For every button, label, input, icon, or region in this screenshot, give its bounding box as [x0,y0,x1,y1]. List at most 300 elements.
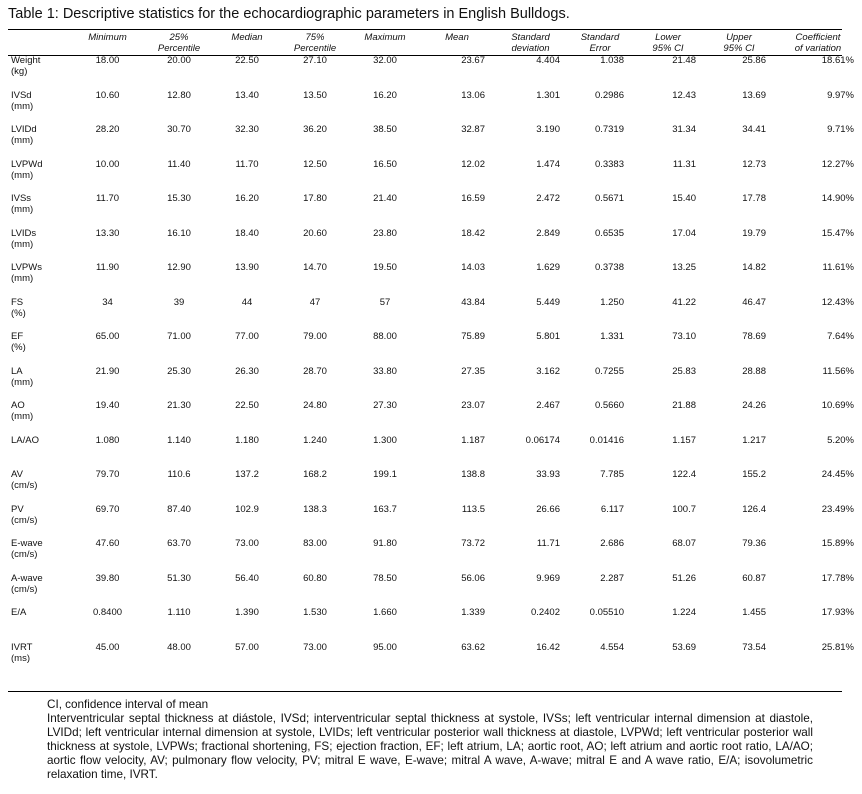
table-cell: 34 [102,296,113,308]
table-cell: 43.84 [461,296,485,308]
table-cell: 1.187 [461,434,485,446]
table-cell: 73.00 [235,538,259,549]
column-header-line1: Median [231,32,263,43]
table-cell: 51.30 [167,572,191,584]
table-cell: 78.50 [373,572,397,584]
parameter-unit: (kg) [11,66,28,77]
table-cell: 24.45% [821,469,854,480]
table-cell: 75.89 [461,331,485,342]
table-cell: 0.2402 [530,607,560,618]
table-cell: 163.7 [373,503,397,515]
column-header [774,30,862,55]
table-cell: 60.87 [742,572,766,584]
row-label [8,124,70,159]
table-cell: 12.73 [742,158,766,170]
table-cell: 63.62 [461,641,485,653]
table-cell: 21.40 [373,193,397,204]
parameter-unit: (cm/s) [11,514,38,526]
table-cell: 6.117 [600,503,624,515]
table-cell: 12.27% [821,158,854,170]
table-cell: 26.30 [235,365,259,377]
table-cell: 0.5671 [594,193,624,204]
table-cell: 24.26 [742,400,766,411]
row-label [8,262,70,297]
parameter-unit: (cm/s) [11,549,38,560]
table-cell: 27.30 [373,400,397,411]
row-label [8,400,70,435]
row-label [8,435,70,470]
table-cell: 0.6535 [594,227,624,239]
table-cell: 25.81% [821,641,854,653]
parameter-unit: (ms) [11,652,30,664]
table-cell: 17.93% [821,607,854,618]
table-cell: 138.8 [461,469,485,480]
column-header-line2: Error [589,43,611,54]
table-cell: 27.10 [303,55,327,66]
table-cell: 25.86 [742,55,766,66]
table-cell: 18.61% [821,55,854,66]
table-cell: 13.50 [303,89,327,101]
table-cell: 63.70 [167,538,191,549]
parameter-name: Weight [11,55,41,66]
table-row [8,400,862,435]
table-cell: 2.467 [536,400,560,411]
table-cell: 91.80 [373,538,397,549]
table-cell: 31.34 [672,124,696,135]
table-cell: 16.59 [461,193,485,204]
parameter-name: LVPWd [11,158,43,170]
table-cell: 25.30 [167,365,191,377]
table-cell: 0.5660 [594,400,624,411]
table-cell: 32.00 [373,55,397,66]
table-cell: 73.10 [672,331,696,342]
table-cell: 20.60 [303,227,327,239]
table-row [8,538,862,573]
table-cell: 12.50 [303,158,327,170]
table-cell: 1.240 [303,434,327,446]
parameter-name: E/A [11,607,27,618]
parameter-name: LA [11,365,23,377]
table-row [8,642,862,677]
table-cell: 11.31 [672,158,696,170]
table-row [8,504,862,539]
column-header [281,30,349,55]
table-cell: 48.00 [167,641,191,653]
table-cell: 1.080 [95,434,120,446]
table-cell: 0.3383 [594,158,624,170]
table-cell: 122.4 [672,469,696,480]
table-cell: 0.7319 [594,124,624,135]
table-cell: 34.41 [742,124,766,135]
parameter-unit: (mm) [11,238,34,250]
column-header-line1: Standard [580,32,620,43]
column-header-line1: Minimum [88,32,127,43]
table-cell: 7.64% [827,331,854,342]
table-cell: 21.30 [167,400,191,411]
parameter-name: LA/AO [11,434,39,446]
table-cell: 1.530 [303,607,327,618]
parameter-name: IVSs [11,193,32,204]
table-cell: 9.97% [827,89,854,101]
column-header-line2: Percentile [157,43,201,54]
column-header-line1: 25% [169,32,189,43]
table-cell: 11.71 [536,538,560,549]
table-cell: 21.88 [672,400,696,411]
table-row [8,573,862,608]
table-cell: 71.00 [167,331,191,342]
table-cell: 14.70 [303,262,327,273]
table-cell: 13.30 [95,227,120,239]
table-body [8,55,862,676]
parameter-name: LVIDs [11,227,37,239]
parameter-name: PV [11,503,24,515]
table-cell: 21.48 [672,55,696,66]
table-cell: 137.2 [235,469,259,480]
table-cell: 30.70 [167,124,191,135]
table-cell: 13.06 [461,89,485,101]
table-cell: 65.00 [95,331,120,342]
table-cell: 9.71% [827,124,854,135]
parameter-unit: (cm/s) [11,583,38,595]
column-header-line1: Maximum [364,32,406,43]
table-cell: 19.50 [373,262,397,273]
row-label [8,331,70,366]
table-cell: 14.90% [821,193,854,204]
table-cell: 0.8400 [92,607,123,618]
table-cell: 79.00 [303,331,327,342]
table-cell: 168.2 [303,469,327,480]
table-cell: 102.9 [235,503,259,515]
parameter-unit: (mm) [11,411,34,422]
table-row [8,607,862,642]
table-cell: 16.20 [235,193,259,204]
table-cell: 11.90 [95,262,120,273]
table-cell: 100.7 [672,503,696,515]
table-cell: 15.47% [821,227,854,239]
table-cell: 28.70 [303,365,327,377]
table-row [8,124,862,159]
table-cell: 33.93 [536,469,560,480]
table-cell: 12.02 [461,158,485,170]
table-cell: 17.04 [672,227,696,239]
table-cell: 79.70 [95,469,120,480]
table-cell: 1.390 [235,607,259,618]
row-label [8,55,70,90]
table-cell: 26.66 [536,503,560,515]
table-cell: 15.40 [672,193,696,204]
table-cell: 11.40 [167,158,191,170]
table-row [8,435,862,470]
table-cell: 56.40 [235,572,259,584]
column-header-line1: Lower [655,32,681,43]
row-label [8,607,70,642]
table-cell: 13.90 [235,262,259,273]
table-cell: 16.10 [167,227,191,239]
table-cell: 113.5 [461,503,485,515]
table-cell: 38.50 [373,124,397,135]
table-row [8,262,862,297]
table-cell: 1.180 [235,434,259,446]
table-cell: 17.78 [742,193,766,204]
column-header [568,30,632,55]
column-header-line1: 75% [305,32,325,43]
column-header-line2: 95% CI [652,43,684,54]
table-cell: 12.90 [167,262,191,273]
table-cell: 57.00 [235,641,259,653]
column-header-line2: of variation [794,43,842,54]
parameter-unit: (mm) [11,169,34,181]
table-cell: 18.40 [235,227,259,239]
row-label [8,159,70,194]
table-cell: 44 [241,296,253,308]
table-cell: 32.30 [235,124,259,135]
table-cell: 57 [379,296,391,308]
table-cell: 95.00 [373,641,397,653]
row-label [8,504,70,539]
parameter-name: AO [11,400,25,411]
table-cell: 11.70 [95,193,120,204]
table-cell: 73.72 [461,538,485,549]
table-cell: 1.331 [600,331,624,342]
table-cell: 20.00 [167,55,191,66]
table-cell: 47.60 [95,538,120,549]
table-cell: 1.157 [672,434,696,446]
table-cell: 1.250 [600,296,624,308]
column-header [493,30,568,55]
table-cell: 10.69% [821,400,854,411]
footnote-abbreviations: Interventricular septal thickness at diástole, IVSd; interventricular septal thickness at systole, IVSs; left ventricular internal dimension at diastole, LVIDd; left ventricular internal dimension at systole, LVIDs; left ventricular posterior wall thickness at diastole, LVPWd; left ventricular posterior wall thickness at systole, LVPWs; fractional shortening, FS; ejection fraction, EF; left atrium, LA; aortic root, AO; left atrium and aortic root ratio, LA/AO; aortic flow velocity, AV; pulmonary flow velocity, PV; mitral E wave, E-wave; mitral A wave, A-wave; mitral E and A wave ratio, E/A; isovolumetric relaxation time, IVRT. [47,712,813,781]
table-cell: 17.80 [303,193,327,204]
table-cell: 1.339 [461,607,485,618]
table-cell: 73.00 [303,641,327,653]
column-header-line1: Upper [726,32,752,43]
parameter-unit: (cm/s) [11,480,38,491]
table-cell: 9.969 [536,572,560,584]
parameter-unit: (mm) [11,100,34,112]
parameter-name: AV [11,469,23,480]
table-cell: 16.42 [536,641,560,653]
table-cell: 69.70 [95,503,120,515]
parameter-name: FS [11,296,24,308]
table-cell: 73.54 [742,641,766,653]
parameter-unit: (mm) [11,376,34,388]
parameter-name: IVSd [11,89,32,101]
table-cell: 16.20 [373,89,397,101]
table-cell: 45.00 [95,641,120,653]
table-cell: 53.69 [672,641,696,653]
table-cell: 60.80 [303,572,327,584]
table-cell: 11.56% [822,365,854,377]
table-row [8,469,862,504]
row-label [8,228,70,263]
table-cell: 0.06174 [525,434,560,446]
table-cell: 13.25 [672,262,696,273]
table-cell: 17.78% [821,572,854,584]
table-cell: 15.30 [167,193,191,204]
table-cell: 1.038 [600,55,624,66]
bottom-rule [8,691,842,692]
parameter-name: IVRT [11,641,33,653]
table-cell: 2.472 [536,193,560,204]
column-header-line2: 95% CI [723,43,755,54]
column-header [213,30,281,55]
column-header [8,30,70,55]
table-cell: 22.50 [235,55,259,66]
row-label [8,193,70,228]
table-cell: 28.20 [95,124,120,135]
table-cell: 5.20% [827,434,854,446]
column-header-line1: Standard [511,32,550,43]
table-cell: 88.00 [373,331,397,342]
parameter-unit: (%) [11,307,26,319]
table-cell: 5.801 [536,331,560,342]
parameter-name: LVPWs [11,262,42,273]
table-row [8,366,862,401]
table-cell: 41.22 [672,296,696,308]
table-cell: 12.80 [167,89,191,101]
column-header [70,30,145,55]
table-cell: 10.60 [95,89,120,101]
table-cell: 126.4 [742,503,766,515]
footnote [47,698,813,782]
table-cell: 1.301 [536,89,560,101]
table-cell: 25.83 [672,365,696,377]
table-cell: 51.26 [672,572,696,584]
table-cell: 23.07 [461,400,485,411]
table-cell: 15.89% [821,538,854,549]
table-cell: 16.50 [373,158,397,170]
statistics-table [8,30,862,676]
table-cell: 1.300 [373,434,397,446]
column-header [632,30,704,55]
table-cell: 4.554 [600,641,624,653]
table-cell: 12.43% [821,296,854,308]
table-cell: 10.00 [95,158,120,170]
table-cell: 39.80 [95,572,120,584]
table-cell: 21.90 [95,365,120,377]
table-cell: 3.190 [536,124,560,135]
column-header-line1: Mean [445,32,469,43]
table-cell: 0.3738 [594,262,624,273]
column-header-line2: deviation [511,43,550,54]
table-cell: 87.40 [167,503,191,515]
table-cell: 1.217 [742,434,766,446]
column-header [145,30,213,55]
table-cell: 1.660 [373,607,397,618]
parameter-name: E-wave [11,538,43,549]
table-cell: 33.80 [373,365,397,377]
table-cell: 110.6 [167,469,191,480]
table-cell: 68.07 [672,538,696,549]
parameter-unit: (mm) [11,135,34,146]
table-row [8,228,862,263]
row-label [8,366,70,401]
table-cell: 138.3 [303,503,327,515]
row-label [8,297,70,332]
table-cell: 0.01416 [589,434,624,446]
table-cell: 18.42 [461,227,485,239]
table-cell: 7.785 [600,469,624,480]
table-cell: 3.162 [536,365,560,377]
table-cell: 2.686 [600,538,624,549]
parameter-unit: (%) [11,342,26,353]
table-cell: 18.00 [95,55,120,66]
table-row [8,90,862,125]
table-cell: 77.00 [235,331,259,342]
table-cell: 1.474 [536,158,560,170]
parameter-unit: (mm) [11,204,34,215]
column-header-line1: Coefficient [795,32,841,43]
table-cell: 56.06 [461,572,485,584]
table-cell: 79.36 [742,538,766,549]
parameter-name: A-wave [11,572,43,584]
table-cell: 2.849 [536,227,560,239]
table-cell: 13.69 [742,89,766,101]
column-header [704,30,774,55]
table-cell: 4.404 [536,55,560,66]
parameter-unit: (mm) [11,273,34,284]
row-label [8,573,70,608]
table-cell: 155.2 [742,469,766,480]
column-header [421,30,493,55]
table-cell: 0.2986 [594,89,624,101]
table-cell: 1.224 [672,607,696,618]
table-cell: 1.110 [167,607,191,618]
table-cell: 199.1 [373,469,397,480]
table-cell: 28.88 [742,365,766,377]
table-row [8,55,862,90]
row-label [8,469,70,504]
row-label [8,642,70,677]
row-label [8,90,70,125]
column-header-line2: Percentile [293,43,337,54]
table-cell: 19.40 [95,400,120,411]
footnote-ci: CI, confidence interval of mean [47,698,209,711]
table-cell: 14.82 [742,262,766,273]
parameter-name: LVIDd [11,124,37,135]
table-caption: Table 1: Descriptive statistics for the echocardiographic parameters in English Bulldogs. [8,6,570,22]
table-row [8,193,862,228]
table-cell: 47 [309,296,321,308]
table-cell: 78.69 [742,331,766,342]
table-cell: 36.20 [303,124,327,135]
table-cell: 83.00 [303,538,327,549]
column-header [349,30,421,55]
table-cell: 23.80 [373,227,397,239]
table-cell: 27.35 [461,365,485,377]
table-cell: 23.67 [461,55,485,66]
table-row [8,331,862,366]
table-cell: 11.70 [235,158,259,170]
table-cell: 1.140 [167,434,191,446]
table-cell: 5.449 [536,296,560,308]
table-cell: 24.80 [303,400,327,411]
parameter-name: EF [11,331,24,342]
table-cell: 1.455 [742,607,766,618]
table-row [8,159,862,194]
table-cell: 0.7255 [594,365,624,377]
table-cell: 13.40 [235,89,259,101]
table-cell: 2.287 [600,572,624,584]
table-cell: 0.05510 [589,607,624,618]
header-row [8,30,862,55]
table-cell: 39 [173,296,185,308]
table-cell: 19.79 [742,227,766,239]
table-cell: 1.629 [536,262,560,273]
row-label [8,538,70,573]
table-cell: 11.61% [822,262,854,273]
table-cell: 32.87 [461,124,485,135]
